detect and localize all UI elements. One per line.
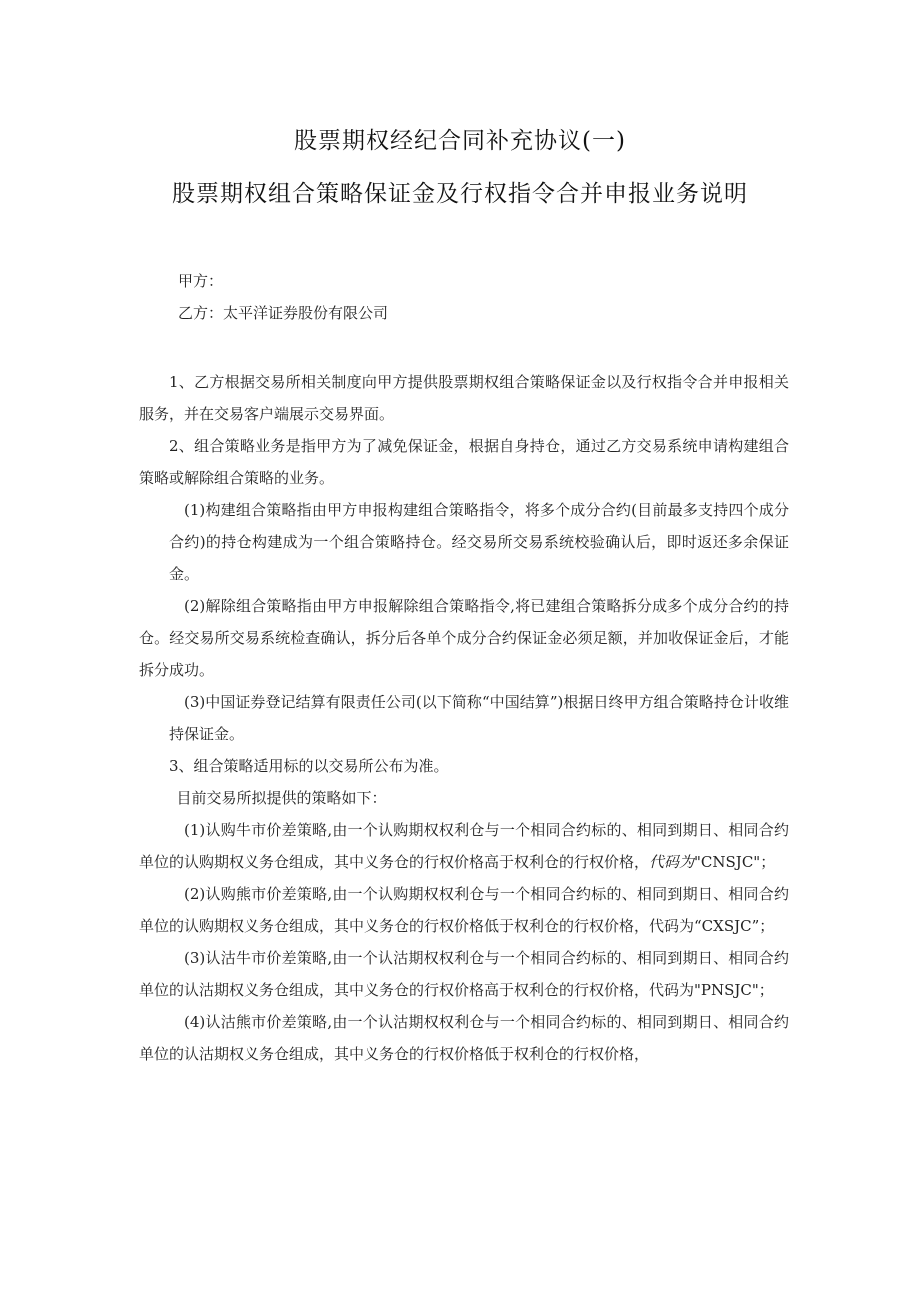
strategy-intro: 目前交易所拟提供的策略如下： <box>176 789 387 807</box>
strategy-item-1-code-prefix: 代码为 <box>649 853 695 871</box>
document-subtitle: 股票期权组合策略保证金及行权指令合并申报业务说明 <box>172 181 748 207</box>
strategy-item-4: (4)认沽熊市价差策略,由一个认沽期权权利仓与一个相同合约标的、相同到期日、相同合约单位的认沽期权义务仓组成，其中义务仓的行权价格低于权利仓的行权价格， <box>139 1013 789 1063</box>
strategy-item-3: (3)认沽牛市价差策略,由一个认沽期权权利仓与一个相同合约标的、相同到期日、相同合约单位的认沽期权义务仓组成，其中义务仓的行权价格高于权利仓的行权价格，代码为"PNSJC"； <box>139 949 789 999</box>
strategy-item-1-text: (1)认购牛市价差策略,由一个认购期权权利仓与一个相同合约标的、相同到期日、相同合约单位的认购期权义务仓组成，其中义务仓的行权价格高于权利仓的行权价格， <box>139 821 789 871</box>
party-a-label: 甲方： <box>178 272 224 290</box>
clause-1: 1、乙方根据交易所相关制度向甲方提供股票期权组合策略保证金以及行权指令合并申报相关服务，并在交易客户端展示交易界面。 <box>139 373 789 423</box>
clause-2-item-2: (2)解除组合策略指由甲方申报解除组合策略指令,将已建组合策略拆分成多个成分合约的持仓。经交易所交易系统检查确认，拆分后各单个成分合约保证金必须足额，并加收保证金后，才能拆分成功。 <box>139 597 789 679</box>
clause-2-item-1: (1)构建组合策略指由甲方申报构建组合策略指令，将多个成分合约(目前最多支持四个成分合约)的持仓构建成为一个组合策略持仓。经交易所交易系统校验确认后，即时返还多余保证金。 <box>169 501 789 583</box>
strategy-item-2: (2)认购熊市价差策略,由一个认购期权权利仓与一个相同合约标的、相同到期日、相同合约单位的认购期权义务仓组成，其中义务仓的行权价格低于权利仓的行权价格，代码为“CXSJC”； <box>139 885 789 935</box>
clause-3: 3、组合策略适用标的以交易所公布为准。 <box>169 757 449 775</box>
document-title: 股票期权经纪合同补充协议(一) <box>294 128 626 154</box>
clause-2-item-3: (3)中国证券登记结算有限责任公司(以下简称“中国结算”)根据日终甲方组合策略持仓计收维持保证金。 <box>169 693 789 743</box>
strategy-item-1 <box>139 814 789 878</box>
clause-2: 2、组合策略业务是指甲方为了减免保证金，根据自身持仓，通过乙方交易系统申请构建组合策略或解除组合策略的业务。 <box>139 437 789 487</box>
document-body <box>139 366 789 1070</box>
strategy-item-1-code: "CNSJC"； <box>694 853 776 871</box>
party-b-label: 乙方：太平洋证券股份有限公司 <box>178 304 389 322</box>
